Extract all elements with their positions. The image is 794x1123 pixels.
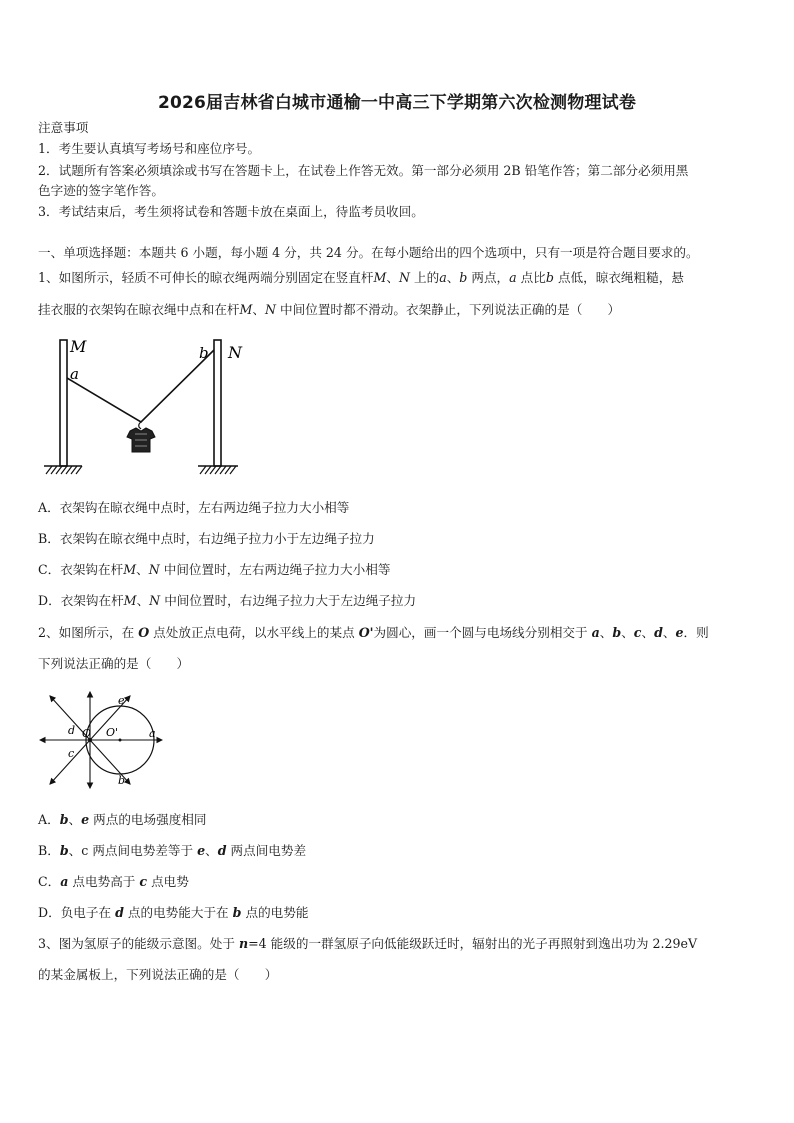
question-2-line-2: 下列说法正确的是（ ） (38, 656, 190, 671)
note-item: 2．试题所有答案必须填涂或书写在答题卡上，在试卷上作答无效。第一部分必须用 2B 铅笔作答；第二部分必须用黑 (38, 163, 689, 178)
clothesline-figure (38, 334, 248, 486)
question-1-line-1: 1、如图所示，轻质不可伸长的晾衣绳两端分别固定在竖直杆M、N 上的a、b 两点，a 点比b 点低，晾衣绳粗糙，悬 (38, 270, 684, 285)
note-item: 3．考试结束后，考生须将试卷和答题卡放在桌面上，待监考员收回。 (38, 204, 424, 219)
option-c: C．a 点电势高于 c 点电势 (38, 874, 189, 889)
pole-n (214, 340, 221, 466)
question-3-line-2: 的某金属板上，下列说法正确的是（ ） (38, 967, 278, 982)
notes-heading: 注意事项 (38, 120, 89, 135)
note-item: 1．考生要认真填写考场号和座位序号。 (38, 141, 261, 156)
question-2-line-1: 2、如图所示，在 O 点处放正点电荷，以水平线上的某点 O'为圆心，画一个圆与电场线分别相交于 a、b、c、d、e．则 (38, 625, 709, 640)
option-d: D．衣架钩在杆M、N 中间位置时，右边绳子拉力大于左边绳子拉力 (38, 593, 417, 608)
question-3-line-1: 3、图为氢原子的能级示意图。处于 n=4 能级的一群氢原子向低能级跃迁时，辐射出的光子再照射到逸出功为 2.29eV (38, 936, 698, 951)
svg-text:a: a (149, 727, 156, 740)
svg-text:d: d (68, 724, 76, 737)
pole-m (60, 340, 67, 466)
svg-text:O': O' (106, 726, 119, 739)
option-a: A．b、e 两点的电场强度相同 (38, 812, 207, 827)
label-a: a (70, 365, 79, 383)
option-c: C．衣架钩在杆M、N 中间位置时，左右两边绳子拉力大小相等 (38, 562, 391, 577)
option-b: B．衣架钩在晾衣绳中点时，右边绳子拉力小于左边绳子拉力 (38, 531, 375, 546)
label-b: b (199, 344, 209, 362)
label-m: M (70, 337, 87, 356)
note-item: 色字迹的签字笔作答。 (38, 183, 164, 198)
exam-title: 2026届吉林省白城市通榆一中高三下学期第六次检测物理试卷 (157, 93, 637, 113)
svg-text:O: O (82, 727, 92, 740)
label-n: N (228, 343, 242, 362)
option-d: D．负电子在 d 点的电势能大于在 b 点的电势能 (38, 905, 309, 920)
svg-text:c: c (68, 747, 75, 760)
clothesline-rope (67, 350, 214, 422)
electric-field-figure (38, 688, 168, 792)
svg-text:e: e (118, 694, 125, 707)
svg-text:b: b (118, 774, 126, 787)
question-1-line-2: 挂衣服的衣架钩在晾衣绳中点和在杆M、N 中间位置时都不滑动。衣架静止，下列说法正确的是（ ） (38, 302, 621, 317)
section-header: 一、单项选择题：本题共 6 小题，每小题 4 分，共 24 分。在每小题给出的四个选项中，只有一项是符合题目要求的。 (38, 245, 699, 260)
option-b: B．b、c 两点间电势差等于 e、d 两点间电势差 (38, 843, 307, 858)
option-a: A．衣架钩在晾衣绳中点时，左右两边绳子拉力大小相等 (38, 500, 350, 515)
